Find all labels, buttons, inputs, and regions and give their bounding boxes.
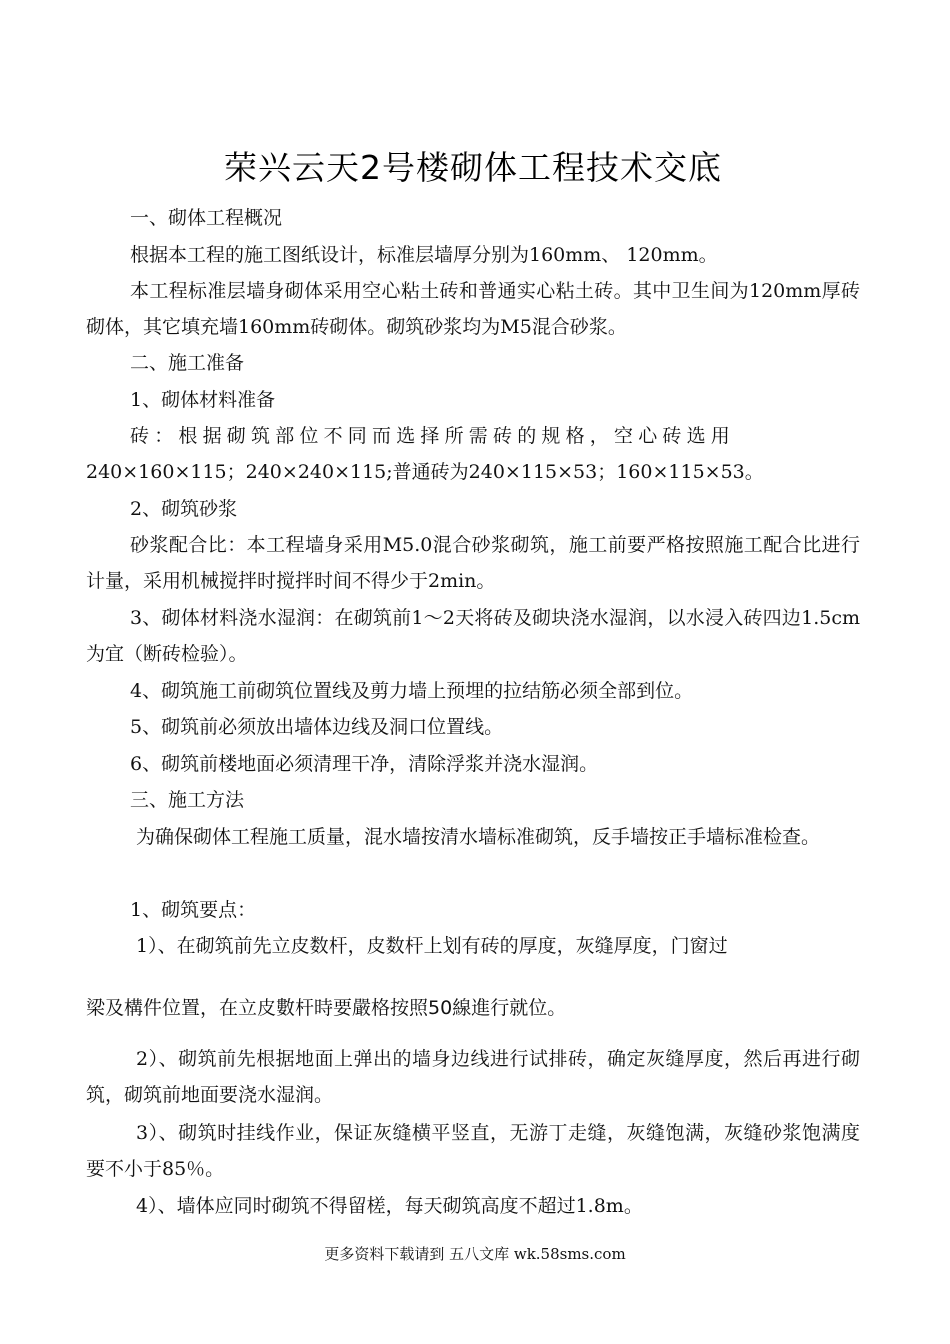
point-1-line-2-lead: 梁 [86, 997, 106, 1019]
paragraph-point-2: 2）、砌筑前先根据地面上弹出的墙身边线进行试排砖，确定灰缝厚度，然后再进行砌筑，砌筑前地面要浇水湿润。 [86, 1048, 860, 1106]
point-1-line-2-rest: 及構件位置，在立皮數杆時要嚴格按照50線進行就位。 [105, 997, 567, 1019]
subheading-mortar: 2、砌筑砂浆 [130, 498, 238, 520]
subheading-key-points: 1、砌筑要点： [130, 899, 257, 921]
paragraph-point-1-line-2 [86, 990, 860, 1026]
paragraph-floor-cleaning: 6、砌筑前楼地面必须清理干净，清除浮浆并浇水湿润。 [130, 753, 599, 775]
subheading-materials: 1、砌体材料准备 [130, 389, 276, 411]
paragraph-point-4: 4）、墙体应同时砌筑不得留槎，每天砌筑高度不超过1.8m。 [136, 1195, 643, 1217]
paragraph-wall-thickness: 根据本工程的施工图纸设计，标准层墙厚分别为160mm、 120mm。 [130, 244, 718, 266]
paragraph-tie-bars: 4、砌筑施工前砌筑位置线及剪力墙上预埋的拉结筋必须全部到位。 [130, 680, 694, 702]
paragraph-point-1-line-1: 1）、在砌筑前先立皮数杆，皮数杆上划有砖的厚度，灰缝厚度，门窗过 [136, 935, 728, 957]
section-heading-method: 三、施工方法 [130, 789, 245, 811]
paragraph-mortar: 砂浆配合比：本工程墙身采用M5.0混合砂浆砌筑，施工前要严格按照施工配合比进行计量，采用机械搅拌时搅拌时间不得少于2min。 [86, 534, 860, 592]
document-title: 荣兴云天2号楼砌体工程技术交底 [224, 148, 722, 187]
paragraph-layout-lines: 5、砌筑前必须放出墙体边线及洞口位置线。 [130, 716, 504, 738]
paragraph-point-3: 3）、砌筑时挂线作业，保证灰缝横平竖直，无游丁走缝，灰缝饱满，灰缝砂浆饱满度要不小于85％。 [86, 1122, 860, 1180]
paragraph-quality: 为确保砌体工程施工质量，混水墙按清水墙标准砌筑，反手墙按正手墙标准检查。 [136, 826, 821, 848]
paragraph-wetting: 3、砌体材料浇水湿润：在砌筑前1～2天将砖及砌块浇水湿润，以水浸入砖四边1.5cm为宜（断砖检验）。 [86, 607, 860, 665]
section-heading-preparation: 二、施工准备 [130, 352, 245, 374]
paragraph-materials: 本工程标准层墙身砌体采用空心粘土砖和普通实心粘土砖。其中卫生间为120mm厚砖砌体，其它填充墙160mm砖砌体。砌筑砂浆均为M5混合砂浆。 [86, 280, 860, 338]
paragraph-brick-spec: 砖：根据砌筑部位不同而选择所需砖的规格，空心砖选用 [130, 425, 736, 447]
paragraph-brick-sizes: 240×160×115；240×240×115;普通砖为240×115×53；160×115×53。 [86, 461, 764, 483]
page-footer: 更多资料下载请到 五八文库 wk.58sms.com [324, 1245, 626, 1263]
section-heading-overview: 一、砌体工程概况 [130, 207, 283, 229]
